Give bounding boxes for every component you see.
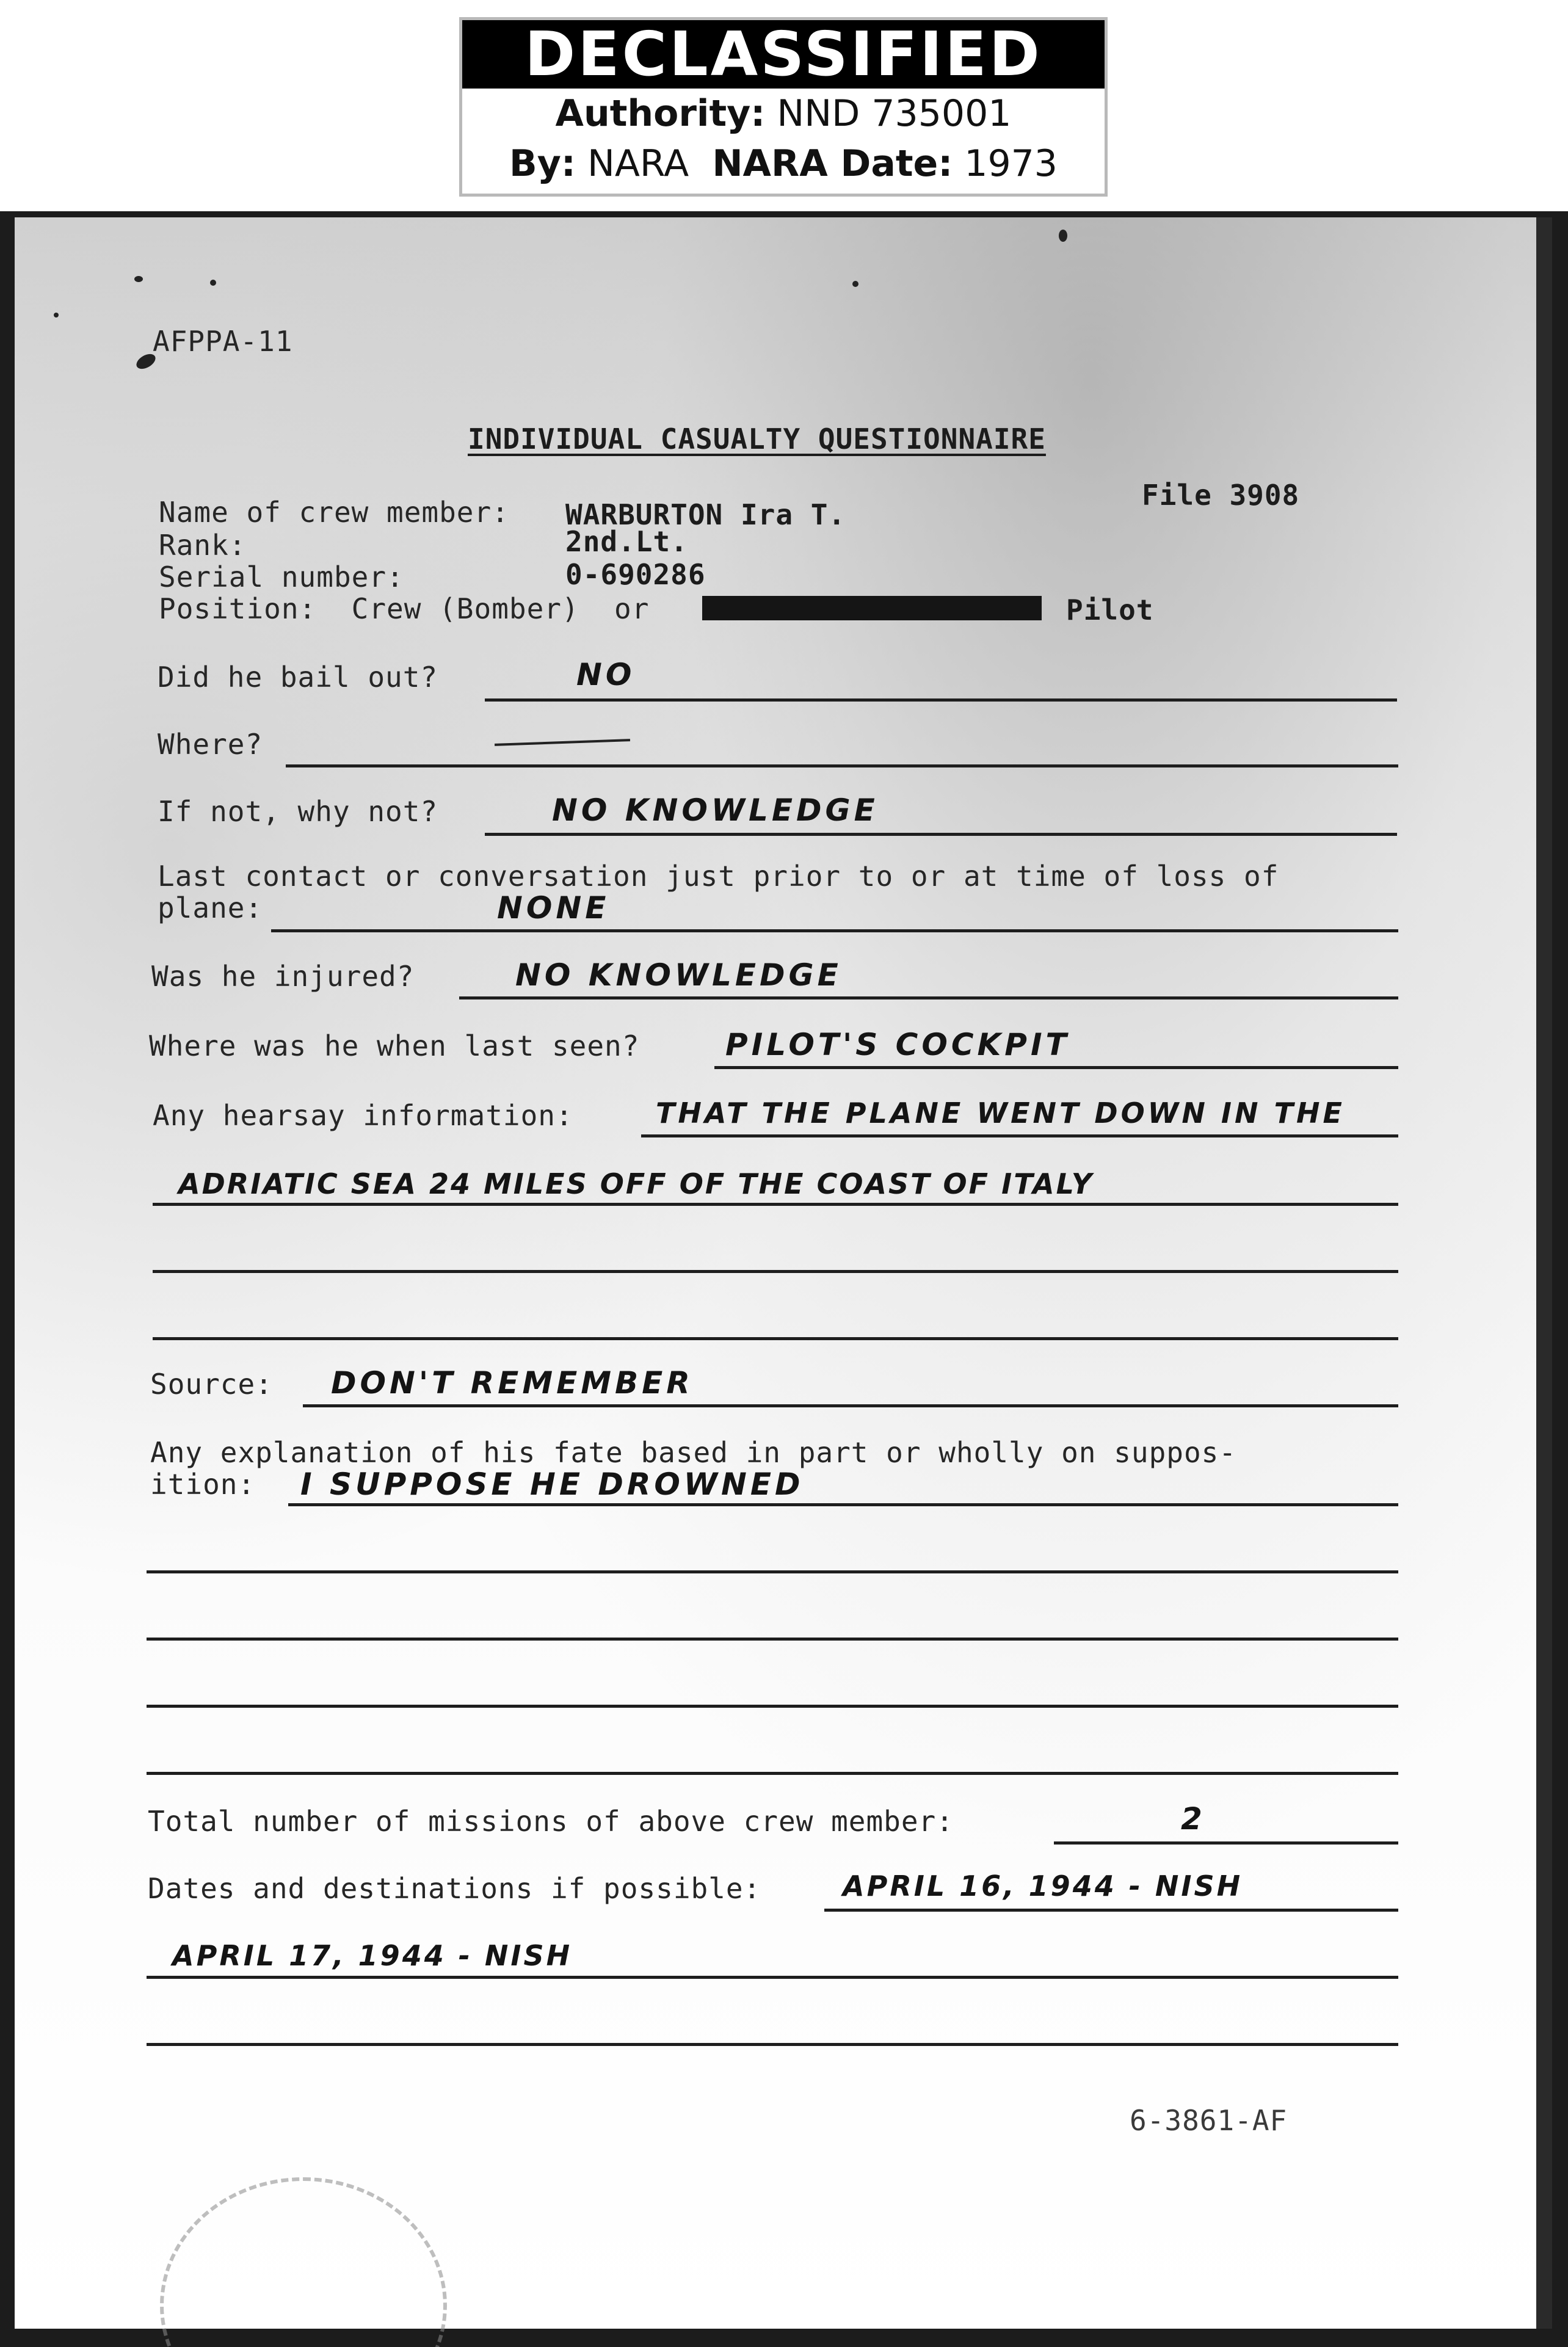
- stamp-by-line: [462, 139, 1105, 189]
- scan-edge: [1536, 217, 1552, 2329]
- hearsay-answer-line-2: ADRIATIC SEA 24 MILES OFF OF THE COAST OF ITALY: [178, 1167, 1094, 1200]
- form-title: INDIVIDUAL CASUALTY QUESTIONNAIRE: [468, 423, 1046, 455]
- hearsay-label: Any hearsay information:: [153, 1099, 573, 1132]
- declassified-stamp: [459, 17, 1108, 197]
- serial-label: Serial number:: [159, 560, 404, 593]
- paper: [15, 217, 1552, 2329]
- rank-label: Rank:: [159, 529, 247, 562]
- answer-line: [147, 1705, 1398, 1708]
- scan-speck: [54, 313, 59, 317]
- contact-label-line-2: plane:: [158, 891, 263, 924]
- contact-label-line-1: Last contact or conversation just prior to or at time of loss of: [158, 860, 1279, 893]
- explanation-label-line-2: ition:: [150, 1468, 256, 1501]
- last-seen-label: Where was he when last seen?: [149, 1029, 640, 1062]
- scan-speck: [1059, 230, 1067, 242]
- answer-line: [147, 1570, 1398, 1573]
- answer-line: [286, 764, 1398, 767]
- stamp-by-value: NARA: [587, 142, 689, 185]
- missions-label: Total number of missions of above crew member:: [148, 1805, 954, 1838]
- answer-line: [147, 1976, 1398, 1979]
- name-value: WARBURTON Ira T.: [565, 498, 846, 531]
- last-seen-answer: PILOT'S COCKPIT: [725, 1027, 1070, 1062]
- scan-speck: [852, 281, 858, 287]
- stamp-date-value: 1973: [964, 142, 1058, 185]
- answer-line: [1054, 1841, 1398, 1845]
- answer-line: [824, 1909, 1398, 1912]
- redaction-bar: [702, 596, 1042, 620]
- stamp-authority-line: [462, 89, 1105, 139]
- stamp-authority-value: NND 735001: [777, 92, 1012, 135]
- answer-line: [271, 929, 1398, 932]
- answer-line: [147, 1638, 1398, 1641]
- explanation-answer: I SUPPOSE HE DROWNED: [300, 1467, 804, 1502]
- answer-line: [153, 1270, 1398, 1273]
- answer-line: [485, 698, 1397, 702]
- stamp-by-label: By:: [509, 142, 576, 185]
- source-answer: DON'T REMEMBER: [331, 1365, 694, 1401]
- scanned-document: [0, 211, 1568, 2347]
- answer-line: [147, 1772, 1398, 1775]
- injured-label: Was he injured?: [151, 960, 415, 993]
- answer-line: [641, 1134, 1398, 1137]
- bail-label: Did he bail out?: [158, 661, 438, 694]
- name-label: Name of crew member:: [159, 496, 509, 529]
- position-value: Pilot: [1066, 593, 1154, 626]
- serial-value: 0-690286: [565, 558, 706, 591]
- file-number: File 3908: [1142, 479, 1300, 512]
- answer-line: [485, 833, 1397, 836]
- contact-answer: NONE: [497, 890, 610, 926]
- dates-label: Dates and destinations if possible:: [148, 1872, 761, 1905]
- faded-seal-stamp: [160, 2177, 447, 2347]
- dash-mark: [495, 739, 630, 746]
- why-label: If not, why not?: [158, 795, 438, 828]
- scan-speck: [134, 276, 143, 282]
- form-id: AFPPA-11: [153, 325, 293, 358]
- where-label: Where?: [158, 728, 263, 761]
- why-answer: NO KNOWLEDGE: [552, 793, 879, 828]
- answer-line: [459, 996, 1398, 999]
- answer-line: [147, 2043, 1398, 2046]
- position-label: Position: Crew (Bomber) or: [159, 592, 650, 625]
- scan-speck: [210, 280, 216, 286]
- stamp-title: DECLASSIFIED: [462, 20, 1105, 89]
- dates-answer-line-2: APRIL 17, 1944 - NISH: [172, 1939, 573, 1972]
- rank-value: 2nd.Lt.: [565, 525, 688, 558]
- bail-answer: NO: [576, 657, 636, 692]
- injured-answer: NO KNOWLEDGE: [515, 957, 842, 993]
- source-label: Source:: [150, 1368, 273, 1401]
- footer-code: 6-3861-AF: [1130, 2104, 1288, 2137]
- missions-answer: 2: [1181, 1801, 1206, 1837]
- hearsay-answer-line-1: THAT THE PLANE WENT DOWN IN THE: [656, 1097, 1345, 1130]
- stamp-authority-label: Authority:: [555, 92, 766, 135]
- answer-line: [288, 1503, 1398, 1506]
- answer-line: [714, 1066, 1398, 1069]
- answer-line: [303, 1404, 1398, 1407]
- answer-line: [153, 1337, 1398, 1340]
- dates-answer-line-1: APRIL 16, 1944 - NISH: [843, 1870, 1243, 1903]
- explanation-label-line-1: Any explanation of his fate based in part or wholly on suppos-: [150, 1436, 1237, 1469]
- stamp-date-label: NARA Date:: [712, 142, 953, 185]
- answer-line: [153, 1203, 1398, 1206]
